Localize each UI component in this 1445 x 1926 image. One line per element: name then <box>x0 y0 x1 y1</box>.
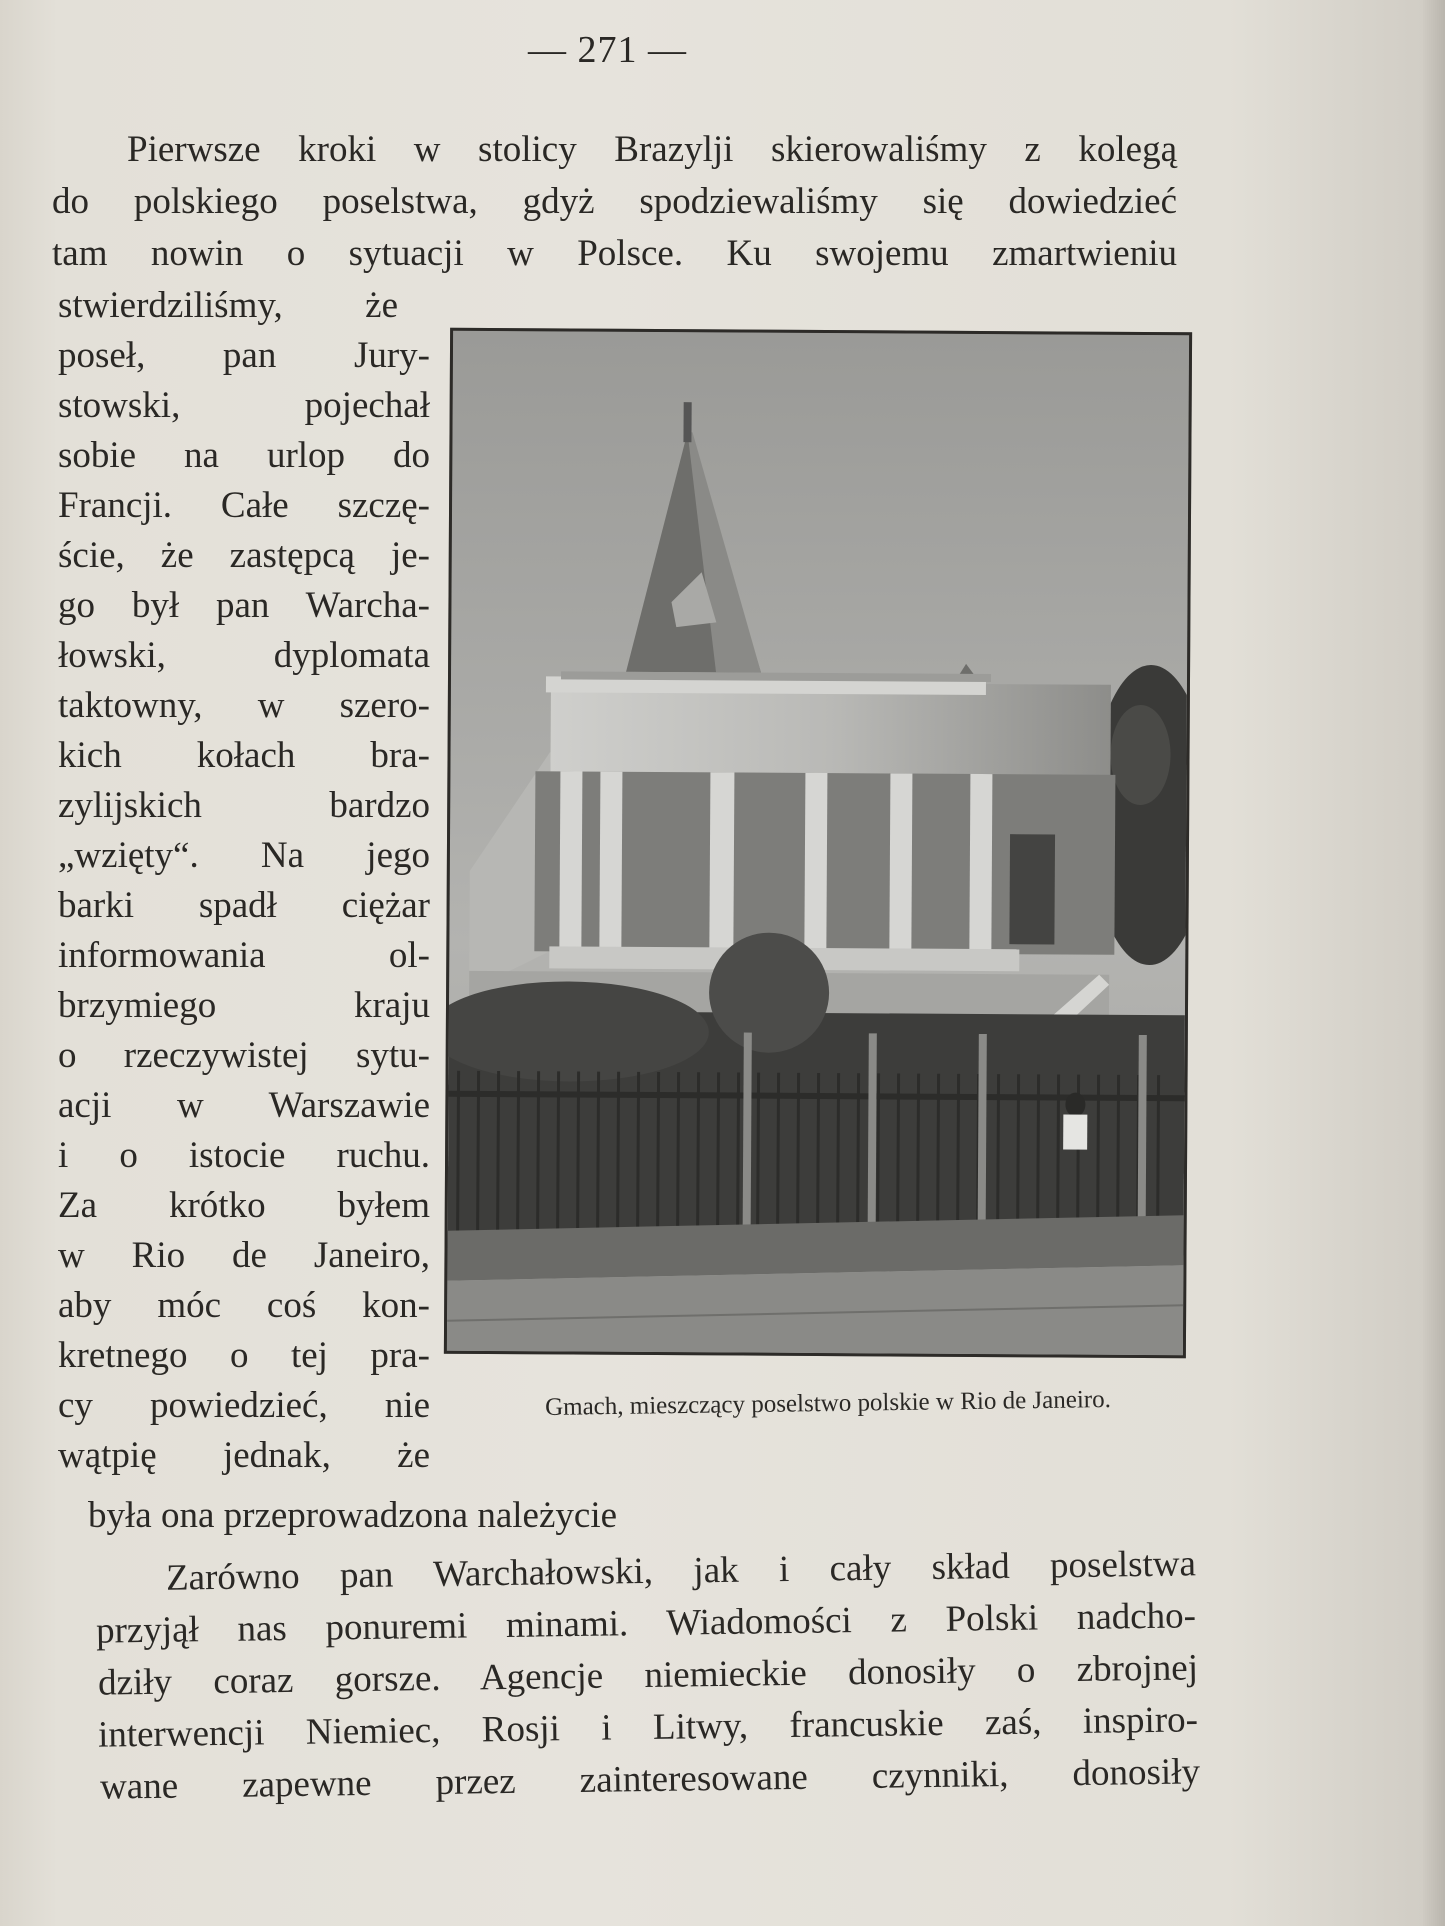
text-line: cy powiedzieć, nie <box>58 1385 430 1426</box>
text-line: dziły coraz gorsze. Agencje niemieckie donosiły o zbrojnej <box>97 1647 1199 1704</box>
text-line: zylijskich bardzo <box>58 785 430 826</box>
text-line: poseł, pan Jury- <box>58 335 430 376</box>
text-line: brzymiego kraju <box>58 985 430 1026</box>
legation-building-image <box>447 331 1189 1355</box>
text-line: Francji. Całe szczę- <box>58 485 430 526</box>
page-edge <box>1423 0 1445 1926</box>
text-line: taktowny, w szero- <box>58 685 430 726</box>
text-line: stwierdziliśmy, że <box>58 285 398 326</box>
text-line: sobie na urlop do <box>58 435 430 476</box>
building-photo <box>444 328 1192 1359</box>
text-line: ście, że zastępcą je- <box>58 535 430 576</box>
text-line: łowski, dyplomata <box>58 635 430 676</box>
text-line: Pierwsze kroki w stolicy Brazylji skierowaliśmy z kolegą <box>127 129 1177 170</box>
text-line: była ona przeprowadzona należycie <box>88 1495 618 1536</box>
text-line: informowania ol- <box>58 935 430 976</box>
text-line: Za krótko byłem <box>58 1185 430 1226</box>
text-line: aby móc coś kon- <box>58 1285 430 1326</box>
text-line: i o istocie ruchu. <box>58 1135 430 1176</box>
text-line: go był pan Warcha- <box>58 585 430 626</box>
figure-caption: Gmach, mieszczący poselstwo polskie w Rio de Janeiro. <box>544 1386 1112 1421</box>
text-line: do polskiego poselstwa, gdyż spodziewaliśmy się dowiedzieć <box>52 181 1177 222</box>
text-line: wątpię jednak, że <box>58 1435 430 1476</box>
text-line: stowski, pojechał <box>58 385 430 426</box>
text-line: kich kołach bra- <box>58 735 430 776</box>
text-line: w Rio de Janeiro, <box>58 1235 430 1276</box>
text-line: „wzięty“. Na jego <box>58 835 430 876</box>
text-line: o rzeczywistej sytu- <box>58 1035 430 1076</box>
text-line: kretnego o tej pra- <box>58 1335 430 1376</box>
text-line: Zarówno pan Warchałowski, jak i cały skład poselstwa <box>165 1543 1197 1599</box>
text-line: barki spadł ciężar <box>58 885 430 926</box>
text-line: interwencji Niemiec, Rosji i Litwy, francuskie zaś, inspiro- <box>97 1699 1199 1756</box>
text-line: wane zapewne przez zainteresowane czynniki, donosiły <box>99 1751 1201 1808</box>
text-line: tam nowin o sytuacji w Polsce. Ku swojemu zmartwieniu <box>52 233 1177 274</box>
text-line: acji w Warszawie <box>58 1085 430 1126</box>
page-number: — 271 — <box>528 29 687 71</box>
text-line: przyjął nas ponuremi minami. Wiadomości z Polski nadcho- <box>95 1595 1197 1652</box>
